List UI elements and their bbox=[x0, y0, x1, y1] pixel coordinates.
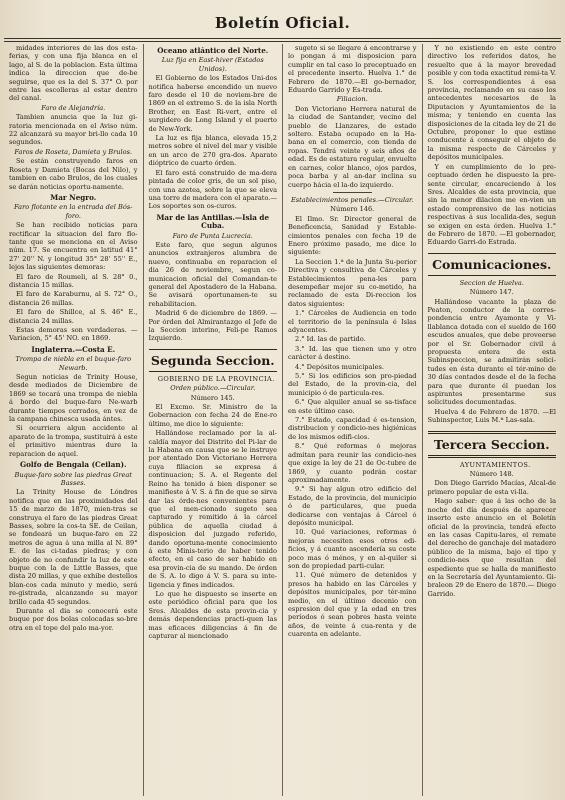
section-subheading: Faros de Roseta, Damieta y Brulos. bbox=[14, 147, 133, 156]
paragraph: El Ilmo. Sr. Director general de Beneficencia, Sanidad y Estable-cimientos penales con fecha 19 de Enero próximo pasado, me dice lo siguiente: bbox=[288, 214, 417, 257]
header-rule bbox=[4, 38, 561, 39]
section-heading: Oceano atlántico del Norte. bbox=[157, 46, 269, 55]
section-subheading: Buque-faro sobre las piedras Great Basses. bbox=[14, 470, 132, 487]
section-heading: Golfo de Bengala (Ceilan). bbox=[19, 460, 127, 470]
paragraph: Este faro, que segun algunos anuncios extranjeros alumbra de nuevo, continuaba en reparacion el dia 26 de noviembre, segun co-municacion oficial del Comandan-te general del Apostadero de la Habana. Se avisará oportunamen-te su rehabilitacion. bbox=[148, 240, 277, 308]
page-header bbox=[0, 0, 565, 42]
columns bbox=[4, 44, 561, 796]
paragraph: El faro de Roumeli, al S. 28° 0., distancia 15 millas. bbox=[9, 272, 138, 289]
section-banner: Segunda Seccion. bbox=[149, 349, 278, 372]
paragraph: Se han recibido noticias para rectificar la situacion del faro flo-tante que se menciona en el Aviso núm. 17. Se encuentra en latitud 41° 27' 20'' N. y longitud 35° 28' 55'' E., lejos las siguientes demoras: bbox=[9, 221, 138, 272]
paragraph: El faro de Karaburnu, al S. 72° O., distancia 26 millas. bbox=[9, 290, 138, 307]
paragraph: 4.° Depósitos municipales. bbox=[295, 362, 384, 371]
paragraph: Hallándose vacante la plaza de Peaton, conductor de la corres-pondencia entre Ayamonte y Vi-llablanca dotada con el sueldo de 160 escudos anuales, que debe proveerse por el Sr. Gobernador civil á propuesta entera de esta Subinspeccion, se admitirán solici-tudes en ésta durante el tér-mino de 30 días contados desde el de la fecha para que durante él puedan los aspirantes presentarme sus solicitudes documentadas. bbox=[427, 297, 556, 407]
paragraph: La Seccion 1.ª de la Junta Su-perior Directiva y consultiva de Cárceles y Establecimientos pena-les para desempeñar mejor su co-metido, ha reclamado de esta Di-reccion los datos siguientes: bbox=[288, 257, 417, 308]
paragraph: 1.° Cárceles de Audiencia en todo el territorio de la península é Islas adyacentes. bbox=[288, 309, 417, 334]
paragraph: El faro está construido de ma-dera pintada de color gris, de un sol piso, con una azotea, sobre la que se eleva una torre de madera con el aparato.—Los soportes son os-curos. bbox=[148, 168, 277, 211]
paragraph: sugeto si se llegare á encontrarse y lo pongan á mi disposicion para cumplir en tal caso lo preceptuado en el precedente inserto. Huelva 1.° de Febrero de 1870.—El go-bernador, Eduardo Garrido y Es-trada. bbox=[288, 44, 417, 95]
paragraph: 2.° Id. las de partido. bbox=[295, 335, 366, 344]
column-1 bbox=[4, 44, 144, 796]
paragraph: Se están construyendo faros en Roseta y Damieta (Bocas del Nilo), y tambien en cabo Brulos, de los cuales se darán noticias oportu-namente. bbox=[9, 157, 138, 191]
paragraph: La luz es fija blanca, elevada 15,2 metros sobre el nivel del mar y visible en un arco de 270 gra-dos. Aparato dióptrico de cuarto órden. bbox=[148, 134, 277, 168]
section-heading: Mar de las Antillas.—Isla de Cuba. bbox=[156, 212, 270, 231]
government-heading: GOBIERNO DE LA PROVINCIA. bbox=[157, 374, 275, 383]
notice-number: Número 145. bbox=[190, 393, 235, 402]
divider bbox=[333, 192, 372, 193]
paragraph: 3.° Id. las que tienen uno y otro carácter á destino. bbox=[288, 344, 417, 362]
paragraph: Huelva 4 de Febrero de 1870. —El Subinspector, Luis M.ª Las-sala. bbox=[427, 407, 556, 425]
section-banner: Tercera Seccion. bbox=[428, 431, 557, 458]
section-subheading: Faro flotante en la entrada del Bós-foro. bbox=[14, 203, 133, 220]
paragraph: La Trinity House de Lóndres notifica que en las proximidades del 15 de marzo de 1870, mien-tras se construya el faro de las piedras Great Basses, sobre la cos-ta SE. de Ceilan, se fondeará un buque-faro en 22 metros de agua á una milla al N. 89° E. de las ci-tadas piedras; y con objeto de no confundir la luz de este buque con la de Little Basses, que dista 20 millas, y que exhibe destellos blan-cos cada minuto y medio, será re-gistrada, alcanzando su mayor brillo cada 45 segundos. bbox=[9, 488, 138, 606]
paragraph: 6.° Que alquiler anual se sa-tisface en este último caso. bbox=[288, 398, 417, 415]
section-banner: Comunicaciones. bbox=[428, 253, 557, 276]
paragraph: midades interiores de las dos esta-ferias, y con una fija blanca en el lago, al S. de la poblacion. Esta última indica la direccion que de-be seguirse, que es la del S. 37° O. por entre las escolleras al estar dentro del canal. bbox=[9, 44, 138, 103]
notice-number: Número 148. bbox=[469, 470, 514, 479]
circular-label: Establecimientos penales.—Circular. bbox=[290, 195, 414, 204]
ayuntamientos-heading: AYUNTAMIENTOS. bbox=[459, 460, 531, 469]
paragraph: 7.° Estado, capacidad é es-tension, distribucion y condicio-nes higiénicas de los mismos edifi-cios. bbox=[288, 416, 417, 441]
paragraph: El faro de Shillce, al S. 46° E., distancia 24 millas. bbox=[9, 308, 138, 325]
section-subheading: Trompa de niebla en el buque-faro Newarb. bbox=[15, 355, 132, 372]
paragraph: Madrid 6 de diciembre de 1869. —Por órden del Almirantazgo el Jefe de la Seccion interino, Feli-pe Ramos Izquierdo. bbox=[148, 309, 277, 343]
paragraph: Tambien anuncia que la luz gi-ratoria mencionada en el Aviso núm. 22 alcanzará su mayor bri-llo cada 10 segundos. bbox=[9, 113, 138, 147]
notice-number: Número 147. bbox=[469, 288, 514, 297]
section-subheading: Faro de Punta Lucrecia. bbox=[172, 231, 253, 240]
paragraph: 5.° Si los edificios son pro-piedad del Estado, de la provin-cia, del municipio ó de particula-res. bbox=[288, 372, 417, 397]
paragraph: Segun noticias de Trinity House, desde mediados de Diciembre de 1869 se tocará una trompa de niebla á bordo del buque-faro Ne-warb durante tiempos cerrados, en vez de la campana chinesca usada ántes. bbox=[9, 373, 138, 424]
header-rule bbox=[4, 41, 561, 42]
paragraph: El Gobierno de los Estados Uni-dos notifica haberse encendido un nuevo faro desde el 10 de noviem-bre de 1869 en el extremo S. de la isla North Brother, en East Ri-vert, entre el surgidero de Long Island y el puerto de New-York. bbox=[148, 74, 277, 133]
paragraph: Don Diego Garrido Macías, Alcal-de primero popular de esta vi-lla. bbox=[427, 479, 556, 496]
section-subheading: Faro de Alejandría. bbox=[41, 103, 106, 112]
paragraph: 9.° Si hay algun otro edificio del Estado, de la provincia, del municipio ó de particulares, que pueda dedicarse con ventajas á Cárcel ó depósito municipal. bbox=[288, 485, 417, 527]
section-subheading: Seccion de Huelva. bbox=[459, 278, 524, 287]
paragraph: Si ocurriera algun accidente al aparato de la trompa, sustituirá á este el primitivo mientras dure la reparacion de aquel. bbox=[9, 424, 138, 458]
paragraph: 11. Qué número de detenidos y presos ha habido en las Cárceles y depósitos municipales, por tér-mino medio, en el último decenio con espresion del que y la edad en tres períodos ó sean pobres hasta veinte años, de veinte á cua-renta y de cuarenta en adelante. bbox=[288, 571, 417, 639]
paragraph: Hallándose reclamado por la al-caldía mayor del Distrito del Pi-lar de la Habana en causa que se le instruye por atentado Don Victoriano Herrera cuya filiacion se expresa á continuacion; S. A. el Regente del Reino ha tenido á bien disponer se manifieste á V. S. á fin de que se sirva dar las órde-nes convenientes para que el men-cionado sugeto sea capturado y remitido á la cárcel pública de aquella ciudad á disposicion del juzgado referido, dando oportuna-mente conocimiento á este Minis-terio de haber tenido efecto, en el caso de ser habido en esa provin-cia de su mando. De órden de S. A. lo digo á V. S. para su inte-ligencia y fines indicados. bbox=[148, 429, 277, 589]
circular-label: Orden público.—Circular. bbox=[170, 384, 256, 393]
column-2 bbox=[144, 44, 284, 796]
paragraph: Y no existiendo en este centro directivo los referidos datos, he resuelto que á la mayor brevedad posible y con toda exactitud remi-ta V. S. los correspondientes á esa provincia, reclamando en su caso los antecedentes necesarios de la Diputacion y Ayuntamientos de la misma; y teniendo en cuenta las disposiciones de la citada ley de 21 de Octubre, proponer lo que estime conducente á conseguir el objeto de la misma respecto de Cárceles y depósitos municipales. bbox=[427, 44, 556, 162]
notice-number: Número 146. bbox=[330, 205, 375, 214]
paragraph: Durante el dia se conocerá este buque por dos bolas colocadas so-bre otra en el tope del palo ma-yor. bbox=[9, 607, 138, 632]
paragraph: Lo que he dispuesto se inserte en este periódico oficial para que los Sres. Alcaldes de esta provin-cia y demás dependencias practi-quen las mas eficaces diligencias á fin de capturar al mencionado bbox=[148, 589, 277, 640]
paragraph: Don Victoriano Herrera natural de la ciudad de Santander, vecino del pueblo de Llanzares, de estado soltero. Estaba ocupado en la Ha-bana en el comercio, con tienda de ropas. Tendrá veinte y seis años de edad. Es de estatura regular, envuelto en carnes, color blanco, ojos pardos, poca barba y al an-dar inclina su cuerpo hácia el la-do izquierdo. bbox=[288, 104, 417, 189]
paragraph: Hago saber: que á las ocho de la noche del día después de aparecer inserto este anuncio en el Boletín oficial de la provincia, tendrá efecto en las casas Capitu-lares, el remate del derecho de ganchaje del matadero público de la misma, bajo el tipo y condicio-nes que resultan del espediente que se halla de manifiesto en la Secretaría del Ayuntamiento. Gi-braleon 29 de Enero de 1870.— Diego Garrido. bbox=[427, 497, 556, 598]
page-title: Boletín Oficial. bbox=[214, 14, 351, 32]
column-3 bbox=[283, 44, 423, 796]
section-heading: Mar Negro. bbox=[50, 192, 97, 202]
section-heading: Inglaterra.—Costa E. bbox=[31, 344, 116, 354]
paragraph: 8.° Qué reformas ó mejoras admitan para reunir las condicio-nes que exige la ley de 21 de Oc-tubre de 1869, y cuanto podrán costar aproximadamente. bbox=[288, 442, 417, 484]
paragraph: Estas demoras son verdaderas. —Variacion, 5° 45' NO. en 1869. bbox=[9, 326, 138, 343]
paragraph: 10. Qué variaciones, reformas ó mejoras necesiten esos otros edi-ficios, y á cuanto ascendería su coste poco mas ó ménos, y en al-quiler si son de propiedad parti-cular. bbox=[288, 528, 417, 570]
section-subheading: Filiacion. bbox=[336, 95, 368, 104]
section-subheading: Luz fija en East-hiver (Estados Unidos). bbox=[161, 56, 264, 73]
paragraph: Y en cumplimiento de lo pre-ceptuado órden he dispuesto la pre-sente circular, encareciendo á los Sres. Alcaldes de esta provincia, que sin la menor dilacion me en-vien un estado comprensivo de las noticias respectivas á sus localida-des, segun se exigen en esta órden. Huelva 1.° de Febrero de 1870. —El gobernador, Eduardo Garri-do Estrada. bbox=[427, 162, 556, 247]
column-4 bbox=[423, 44, 562, 796]
paragraph: El Excmo. Sr. Ministro de la Gobernacion con fecha 24 de Ene-ro último, me dice lo siguiente: bbox=[148, 403, 277, 428]
